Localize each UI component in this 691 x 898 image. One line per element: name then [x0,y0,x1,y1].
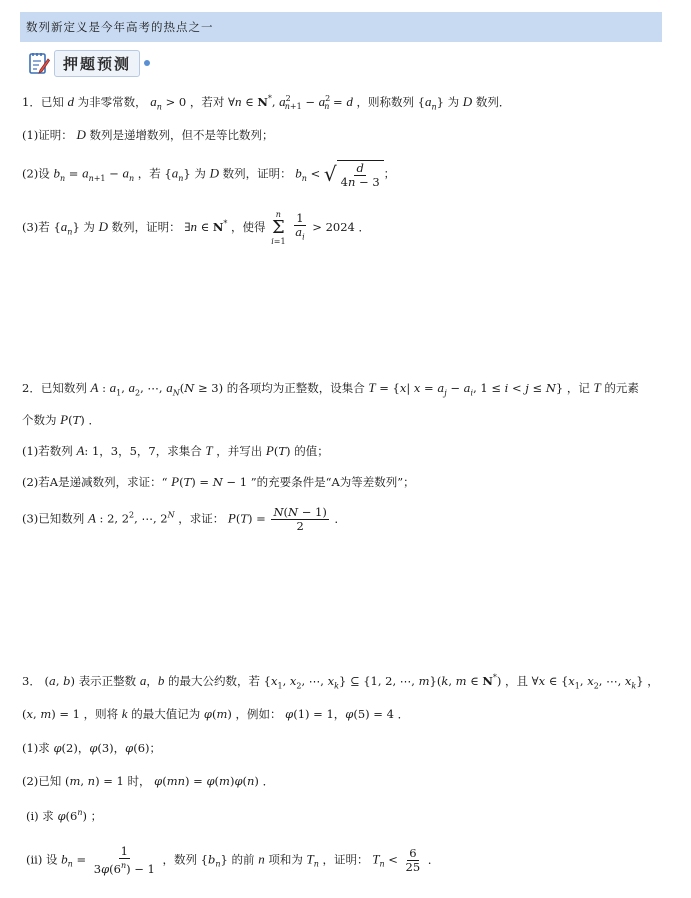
q3-part1: (1)求 φ(2)，φ(3)，φ(6)； [22,741,162,755]
q3-text: ． [397,707,410,721]
q3-text: ，数列 [162,852,198,867]
q1-text: (2)设 [22,166,50,181]
q3-text: 时， [127,774,151,788]
q1-text: 为 [194,166,206,181]
q3-text: ，例如： [235,707,282,721]
section-badge [28,50,150,76]
q2-text: ． [88,413,100,427]
q2-text: 2．已知数列 [22,381,87,395]
q2-text: 的各项均为正整数，设集合 [226,381,365,395]
header-title: 数列新定义是今年高考的热点之一 [26,20,214,34]
q3-text: 3． [22,674,41,688]
q3-text: (i) 求 [26,809,54,823]
q1-part2: (2)设 $b_n = a_{n+1} - a_n$ ，若 $\{a_n\}$ 为 D 数列，证明： $b_n$ < √ $\frac{d}{4n - 3}$ ； [22,161,396,189]
q1-text: ． [358,220,370,234]
q3-text: ． [427,852,440,867]
q3-text: ， [113,741,126,755]
q2-text: 个数为 [22,413,57,427]
q2-part1: (1)若数列 A: 1，3，5，7，求集合 T ，并写出 P(T) 的值； [22,443,329,458]
q3-stem: 3． (a, b) 表示正整数 a，b 的最大公约数，若 {$x_1$, $x_2$, ⋯, $x_k$} ⊆ {1, 2, ⋯, m}(k, m ∈ N*) ，且 ∀x ∈ {$x_1$, $x_2$, ⋯, $x_k$} ， [22,673,659,691]
summation: n Σ i=1 [271,210,286,246]
q1-part1: (1)证明： D 数列是递增数列，但不是等比数列； [22,127,274,142]
q2-text: ，并写出 [216,444,263,458]
q3-text: 表示正整数 [78,674,137,688]
q3-text: ； [90,809,103,823]
q2-part2: (2)若A是递减数列，求证：“ P(T) = N − 1 ”的充要条件是“A为等差数列”； [22,474,415,489]
q2-text: ，求证： [178,511,225,526]
q1-stem: 1．已知 d 为非零常数， $a_n > 0$ ，若对 ∀n ∈ N*, $a^2_{n+1} - a^2_n = d$ ，则称数列 $\{a_n\}$ 为 D 数列． [22,94,511,112]
q1-text: ，若对 [189,95,225,109]
q1-text: (1)证明： [22,128,73,142]
q1-part3: (3)若 $\{a_n\}$ 为 D 数列，证明： ∃n ∈ N* ，使得 n Σ i=1 $\frac{1}{a_i}$ > 2024 ． [22,210,370,246]
q2-text: 的元素 [604,381,639,395]
q3-text: ． [262,774,275,788]
q2-text: (3)已知数列 [22,511,85,526]
q2-part3: (3)已知数列 A : 2, $2^2$, ⋯, $2^N$ ，求证： P(T) = $\frac{N(N - 1)}{2}$ ． [22,505,346,533]
q1-text: 为 [83,220,95,234]
q2-text: 的值； [294,444,329,458]
notepad-pencil-icon [28,51,50,75]
q3-text: (2)已知 [22,774,62,788]
q2-text: ． [334,511,346,526]
q1-text: ，使得 [231,220,266,234]
q3-text: (1)求 [22,741,50,755]
q3-text: 项和为 [268,852,303,867]
q2-text: (1)若数列 [22,444,73,458]
q3-text: ， [333,707,346,721]
q3-text: ，证明： [322,852,369,867]
q1-text: 数列，证明： [111,220,181,234]
q1-text: (3)若 [22,220,50,234]
q1-text: 1．已知 [22,95,64,109]
q3-stem-cont: (x, m) = 1 ，则将 k 的最大值记为 φ(m) ，例如： φ(1) = 1，φ(5) = 4 ． [22,706,410,721]
q3-part2-ii: (ii) 设 $b_n$ = $\frac{1}{3\varphi(6^n) - 1}$ ，数列 $\{b_n\}$ 的前 n 项和为 $T_n$ ，证明： $T_n$ < $\frac{6}{25}$ ． [26,844,440,876]
q1-text: 数列是递增数列，但不是等比数列； [89,128,274,142]
q3-text: (ii) 设 [26,852,58,867]
q2-text: 1，3，5，7，求集合 [91,444,202,458]
badge-dot [144,60,150,66]
q3-text: ； [149,741,162,755]
badge-label: 押题预测 [54,50,140,77]
q3-text: 的最大公约数，若 [168,674,260,688]
q3-text: 的前 [231,852,255,867]
q3-text: ，则将 [83,707,119,721]
q1-text: ，若 [137,166,161,181]
sqrt-expression: √ $\frac{d}{4n - 3}$ [324,160,384,189]
q1-text: ，则称数列 [356,95,414,109]
q2-stem: 2．已知数列 A : $a_1$, $a_2$, ⋯, $a_N(N \ge 3)$ 的各项均为正整数，设集合 T = {x| $x = a_j - a_i$, 1 ≤ i < j ≤ N} ，记 T 的元素 [22,380,639,398]
q1-text: 为 [447,95,460,109]
q3-text: 的最大值记为 [131,707,201,721]
q3-text: ， [146,674,158,688]
q1-text: 数列，证明： [222,166,292,181]
q3-part2-i: (i) 求 φ(6$^n$) ； [26,808,103,823]
q3-text: ，且 [505,674,529,688]
q2-stem-cont: 个数为 P(T) ． [22,412,100,427]
q3-part2: (2)已知 (m, n) = 1 时， φ(mn) = φ(m)φ(n) ． [22,774,275,788]
q2-text: (2)若A是递减数列，求证：“ [22,475,168,489]
header-banner [20,12,662,42]
q2-text: ，记 [566,381,590,395]
q3-text: ， [77,741,90,755]
q3-text: ， [647,674,659,688]
q1-text: 数列． [475,95,511,109]
q1-text: 为非零常数， [77,95,147,109]
q2-text: ”的充要条件是“A为等差数列”； [250,475,415,489]
